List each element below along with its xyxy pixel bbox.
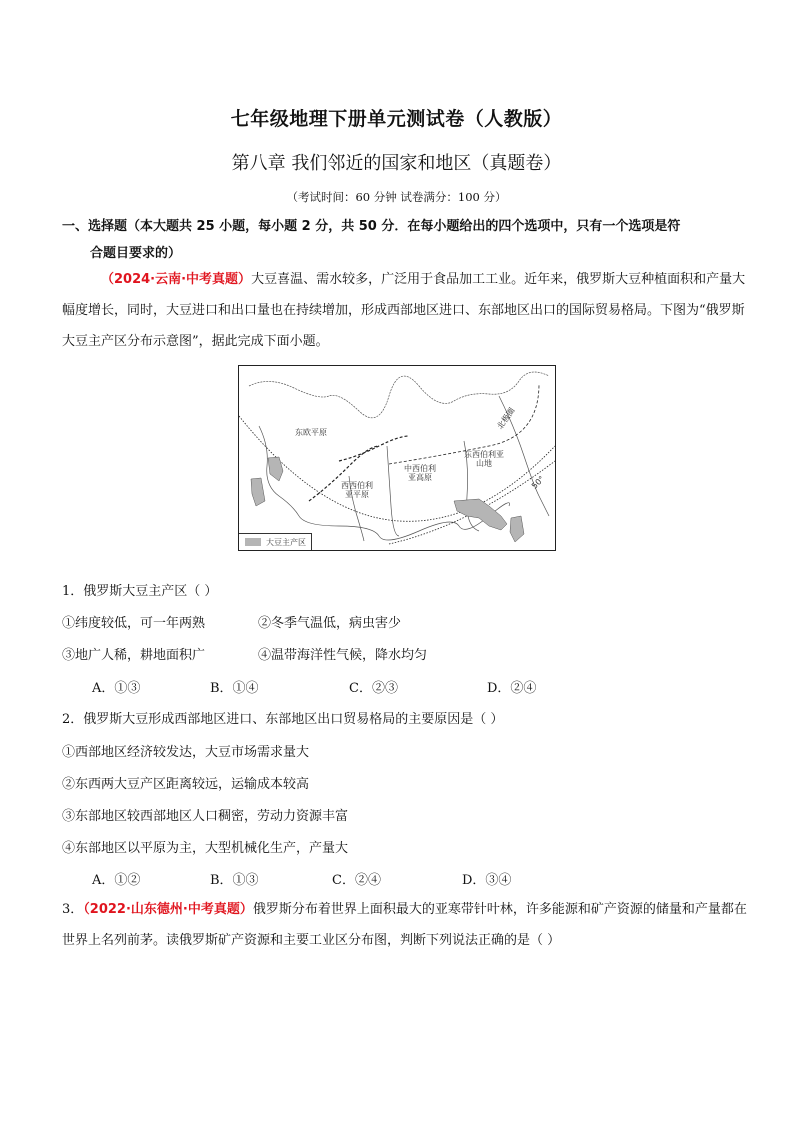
soybean-area-west-2: [251, 478, 265, 506]
question-2-option-a[interactable]: A．①②: [92, 873, 141, 888]
question-1-option-c[interactable]: C．②③: [349, 681, 398, 696]
question-2-statement-3: ③东部地区较西部地区人口稠密，劳动力资源丰富: [62, 809, 349, 824]
map-label-latitude-50: 50°: [529, 474, 547, 491]
soybean-area-west-1: [268, 457, 283, 481]
question-2-statement-1: ①西部地区经济较发达，大豆市场需求量大: [62, 745, 310, 760]
question-2-option-d[interactable]: D．③④: [462, 873, 512, 888]
legend-label: 大豆主产区: [266, 538, 306, 547]
soybean-area-east-2: [510, 516, 524, 542]
question-1-statement-4: ④温带海洋性气候，降水均匀: [258, 648, 428, 663]
region-boundary-1: [339, 436, 409, 461]
question-3-source: （2022·山东德州·中考真题）: [83, 902, 253, 917]
question-1-number: 1．: [62, 584, 84, 599]
question-2-statement-4: ④东部地区以平原为主，大型机械化生产，产量大: [62, 841, 349, 856]
map-label-east-european-plain: 东欧平原: [295, 428, 327, 437]
question-2-statement-2: ②东西两大豆产区距离较远，运输成本较高: [62, 777, 310, 792]
section-heading-line2: 合题目要求的）: [90, 246, 182, 261]
question-1-option-b[interactable]: B．①④: [210, 681, 259, 696]
question-3-text: 俄罗斯分布着世界上面积最大的亚寒带针叶林，许多能源和矿产资源的储量和产量都在世界上名列前茅。读俄罗斯矿产资源和主要工业区分布图，判断下列说法正确的是（ ）: [62, 902, 747, 948]
question-1-stem: [62, 580, 217, 599]
question-2-stem: [62, 708, 503, 727]
soybean-area-east-1: [454, 499, 507, 530]
question-2-number: 2．: [62, 712, 84, 727]
chapter-subtitle: 第八章 我们邻近的国家和地区（真题卷）: [231, 153, 562, 174]
question-1-statement-3: ③地广人稀，耕地面积广: [62, 648, 206, 663]
map-legend: [239, 533, 312, 550]
question-1-statement-2: ②冬季气温低，病虫害少: [258, 616, 402, 631]
question-1-option-d[interactable]: D．②④: [487, 681, 537, 696]
map-label-central-siberian-plateau: 中西伯利亚高原: [404, 464, 436, 482]
legend-swatch-soybean: [245, 538, 261, 546]
passage-1-text: 大豆喜温、需水较多，广泛用于食品加工工业。近年来，俄罗斯大豆种植面积和产量大幅度增长，同时，大豆进口和出口量也在持续增加，形成西部地区进口、东部地区出口的国际贸易格局。下图为“俄罗斯大豆主产区分布示意图”，据此完成下面小题。: [62, 272, 746, 349]
question-2-option-b[interactable]: B．①③: [210, 873, 259, 888]
question-1-statement-1: ①纬度较低，可一年两熟: [62, 616, 206, 631]
exam-info: （考试时间：60 分钟 试卷满分：100 分）: [286, 190, 507, 204]
map-label-arctic-circle: 北极圈: [495, 406, 517, 431]
passage-1-source: （2024·云南·中考真题）: [101, 272, 252, 287]
section-heading: [62, 213, 752, 267]
question-3: [62, 894, 752, 956]
question-1-text: 俄罗斯大豆主产区（ ）: [83, 584, 218, 599]
passage-1: [62, 264, 752, 357]
question-2-text: 俄罗斯大豆形成西部地区进口、东部地区出口贸易格局的主要原因是（ ）: [83, 712, 504, 727]
map-drawing: [239, 366, 555, 550]
coastline-north: [249, 372, 549, 418]
river-1: [387, 446, 399, 536]
question-3-number: 3．: [62, 902, 84, 917]
map-label-east-siberian-mountains: 东西伯利亚山地: [464, 450, 504, 468]
border-west: [259, 426, 510, 540]
question-1-option-a[interactable]: A．①③: [92, 681, 141, 696]
map-label-west-siberian-plain: 西西伯利亚平原: [341, 481, 373, 499]
section-heading-line1: 一、选择题（本大题共 25 小题，每小题 2 分，共 50 分．在每小题给出的四个选项中，只有一个选项是符: [62, 219, 681, 234]
document-title: 七年级地理下册单元测试卷（人教版）: [230, 108, 563, 130]
russia-soybean-map: [238, 365, 556, 551]
question-2-option-c[interactable]: C．②④: [332, 873, 381, 888]
